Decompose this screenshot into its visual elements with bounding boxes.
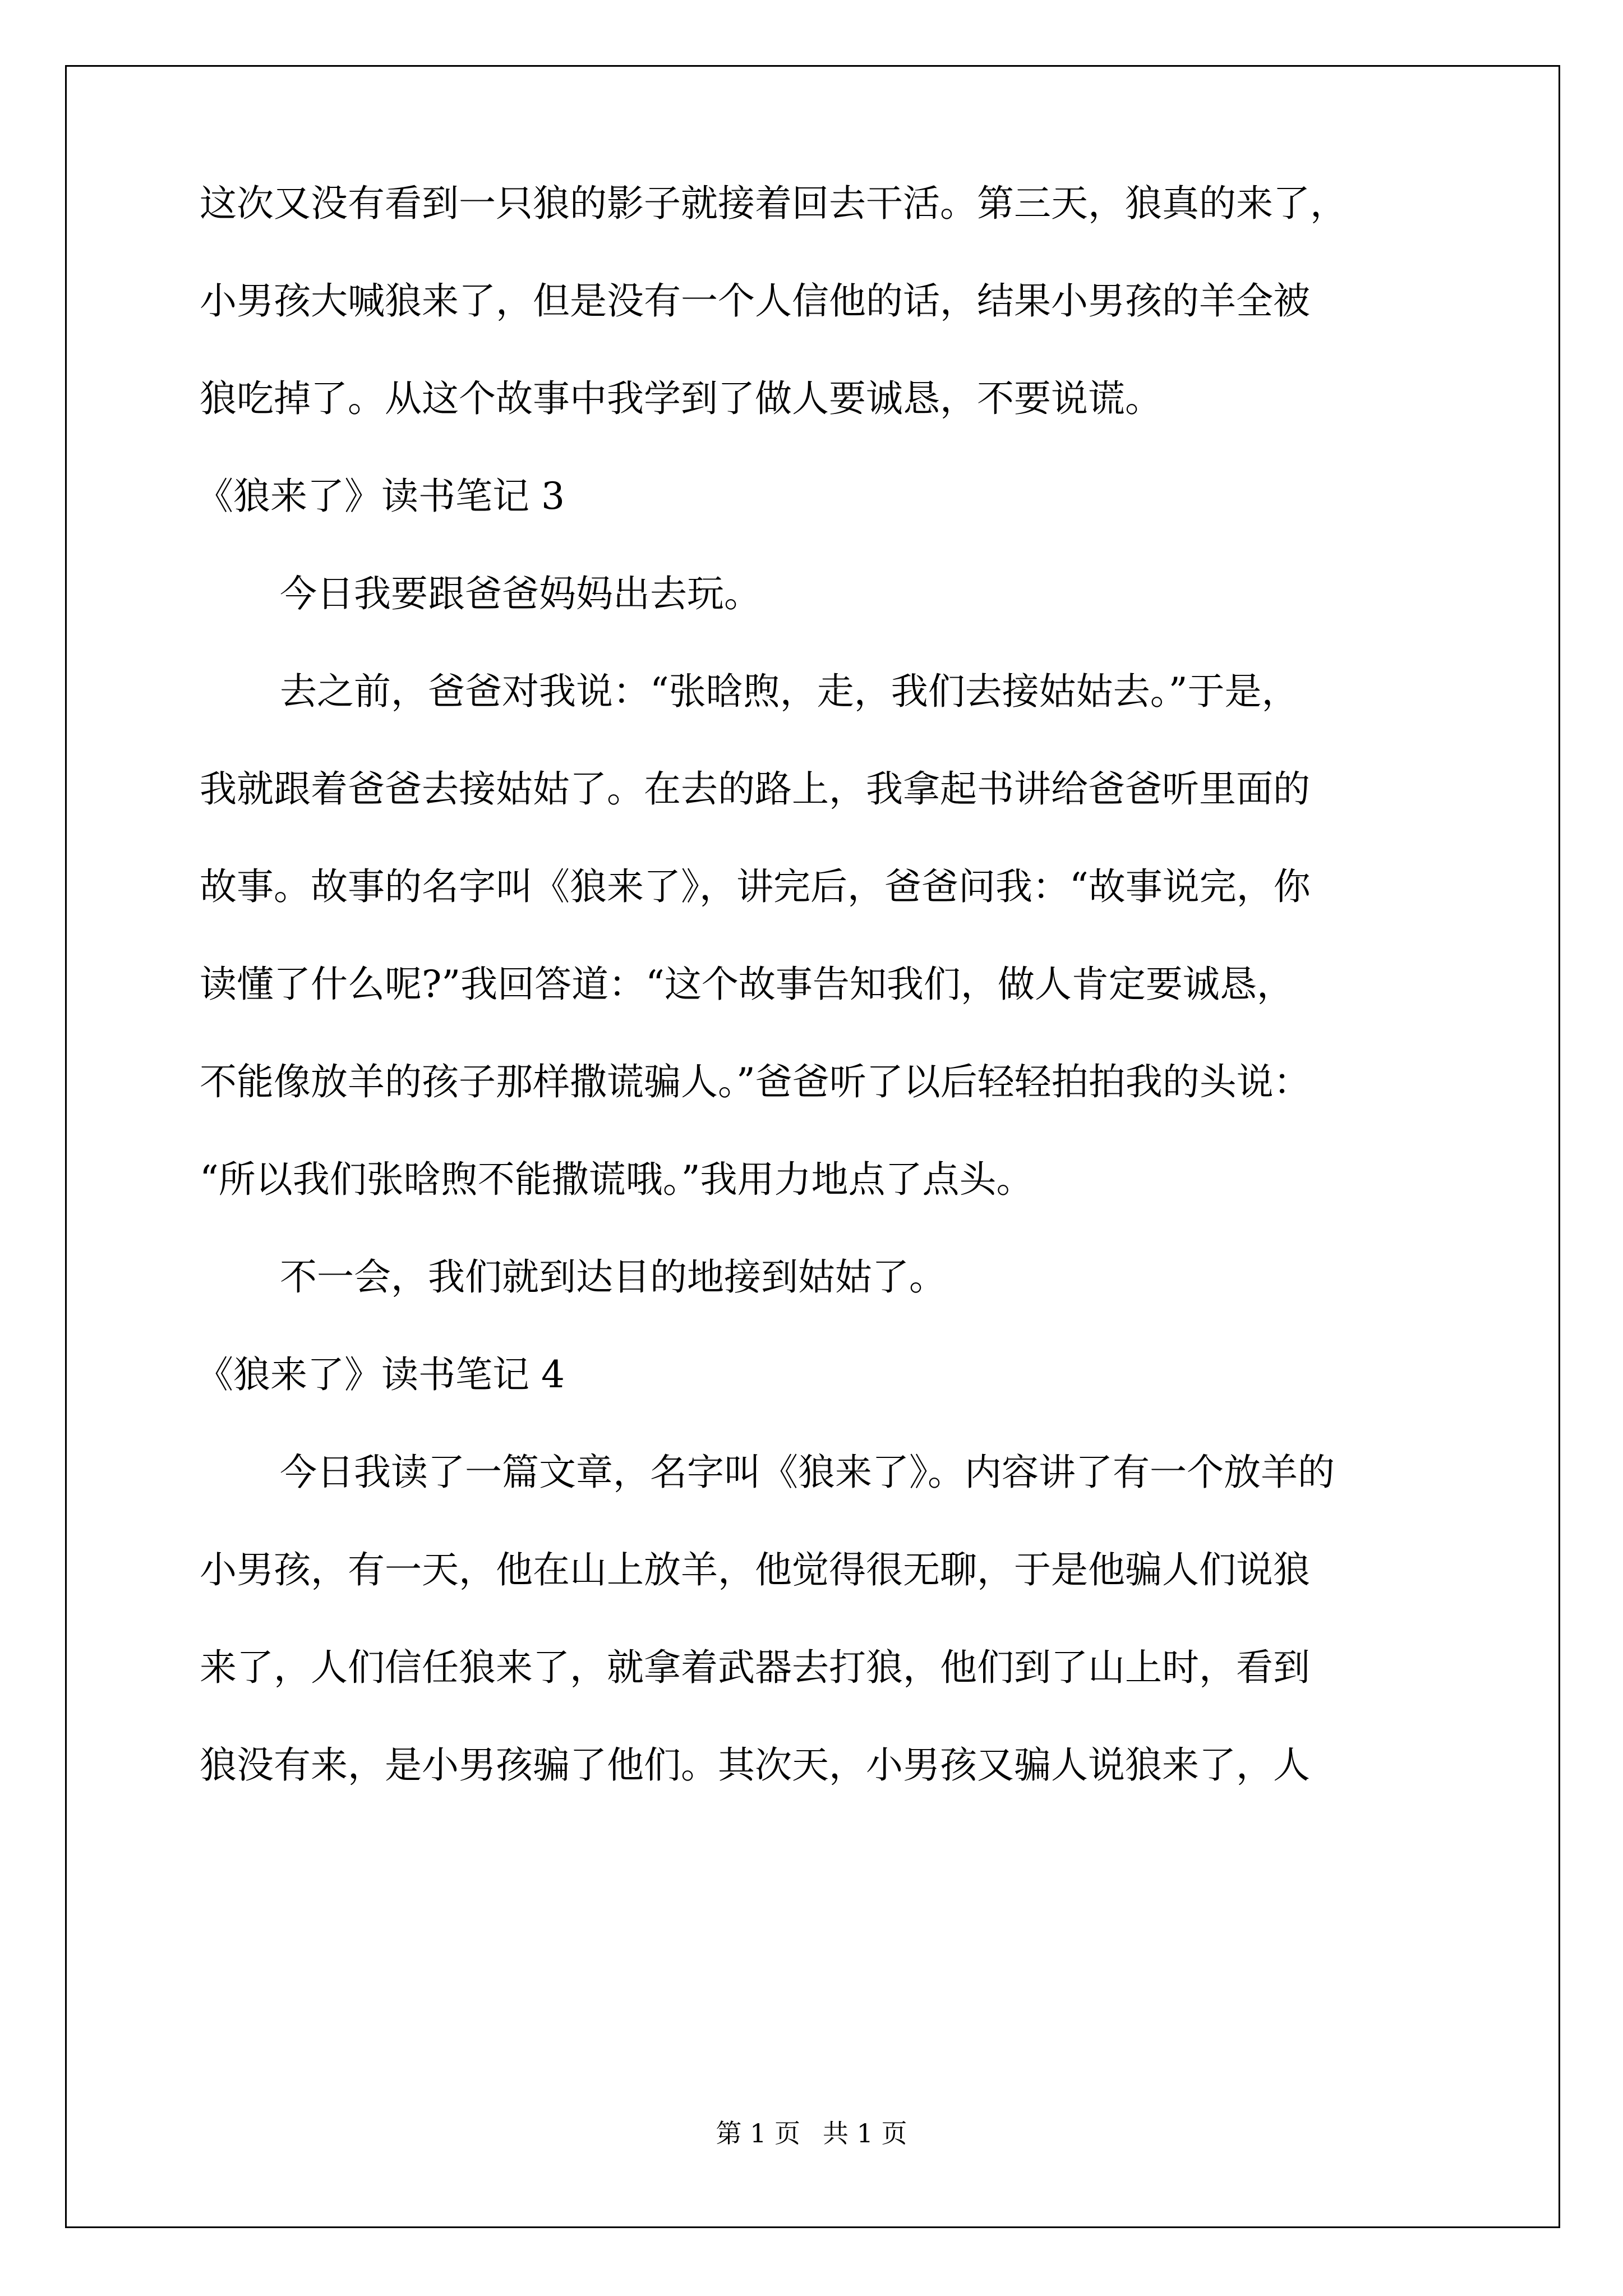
paragraph-start: 今日我读了一篇文章，名字叫《狼来了》。内容讲了有一个放羊的 [280,1451,1335,1494]
body-line: 小男孩，有一天，他在山上放羊，他觉得很无聊，于是他骗人们说狼 [200,1548,1310,1591]
body-line: “所以我们张晗煦不能撒谎哦。”我用力地点了点头。 [200,1158,1034,1201]
body-line: 我就跟着爸爸去接姑姑了。在去的路上，我拿起书讲给爸爸听里面的 [200,767,1310,811]
paragraph-start: 今日我要跟爸爸妈妈出去玩。 [280,572,761,615]
body-line: 小男孩大喊狼来了，但是没有一个人信他的话，结果小男孩的羊全被 [200,279,1310,323]
body-line: 狼吃掉了。从这个故事中我学到了做人要诚恳，不要说谎。 [200,377,1162,420]
page-number: 第 1 页 [716,2118,800,2148]
paragraph-start: 不一会，我们就到达目的地接到姑姑了。 [280,1255,946,1299]
section-heading: 《狼来了》读书笔记 3 [196,475,565,518]
page-total: 共 1 页 [823,2118,907,2148]
body-line: 狼没有来，是小男孩骗了他们。其次天，小男孩又骗人说狼来了，人 [200,1743,1310,1787]
section-heading: 《狼来了》读书笔记 4 [196,1353,565,1396]
paragraph-start: 去之前，爸爸对我说：“张晗煦，走，我们去接姑姑去。”于是， [280,670,1299,713]
body-line: 故事。故事的名字叫《狼来了》，讲完后，爸爸问我：“故事说完，你 [200,865,1311,908]
body-line: 不能像放羊的孩子那样撒谎骗人。”爸爸听了以后轻轻拍拍我的头说： [200,1060,1311,1103]
body-line: 这次又没有看到一只狼的影子就接着回去干活。第三天，狼真的来了， [200,182,1347,225]
document-body [196,182,1445,1844]
page-footer [0,2120,1623,2146]
body-line: 来了，人们信任狼来了，就拿着武器去打狼，他们到了山上时，看到 [200,1646,1310,1689]
body-line: 读懂了什么呢?”我回答道：“这个故事告知我们，做人肯定要诚恳， [200,963,1294,1006]
